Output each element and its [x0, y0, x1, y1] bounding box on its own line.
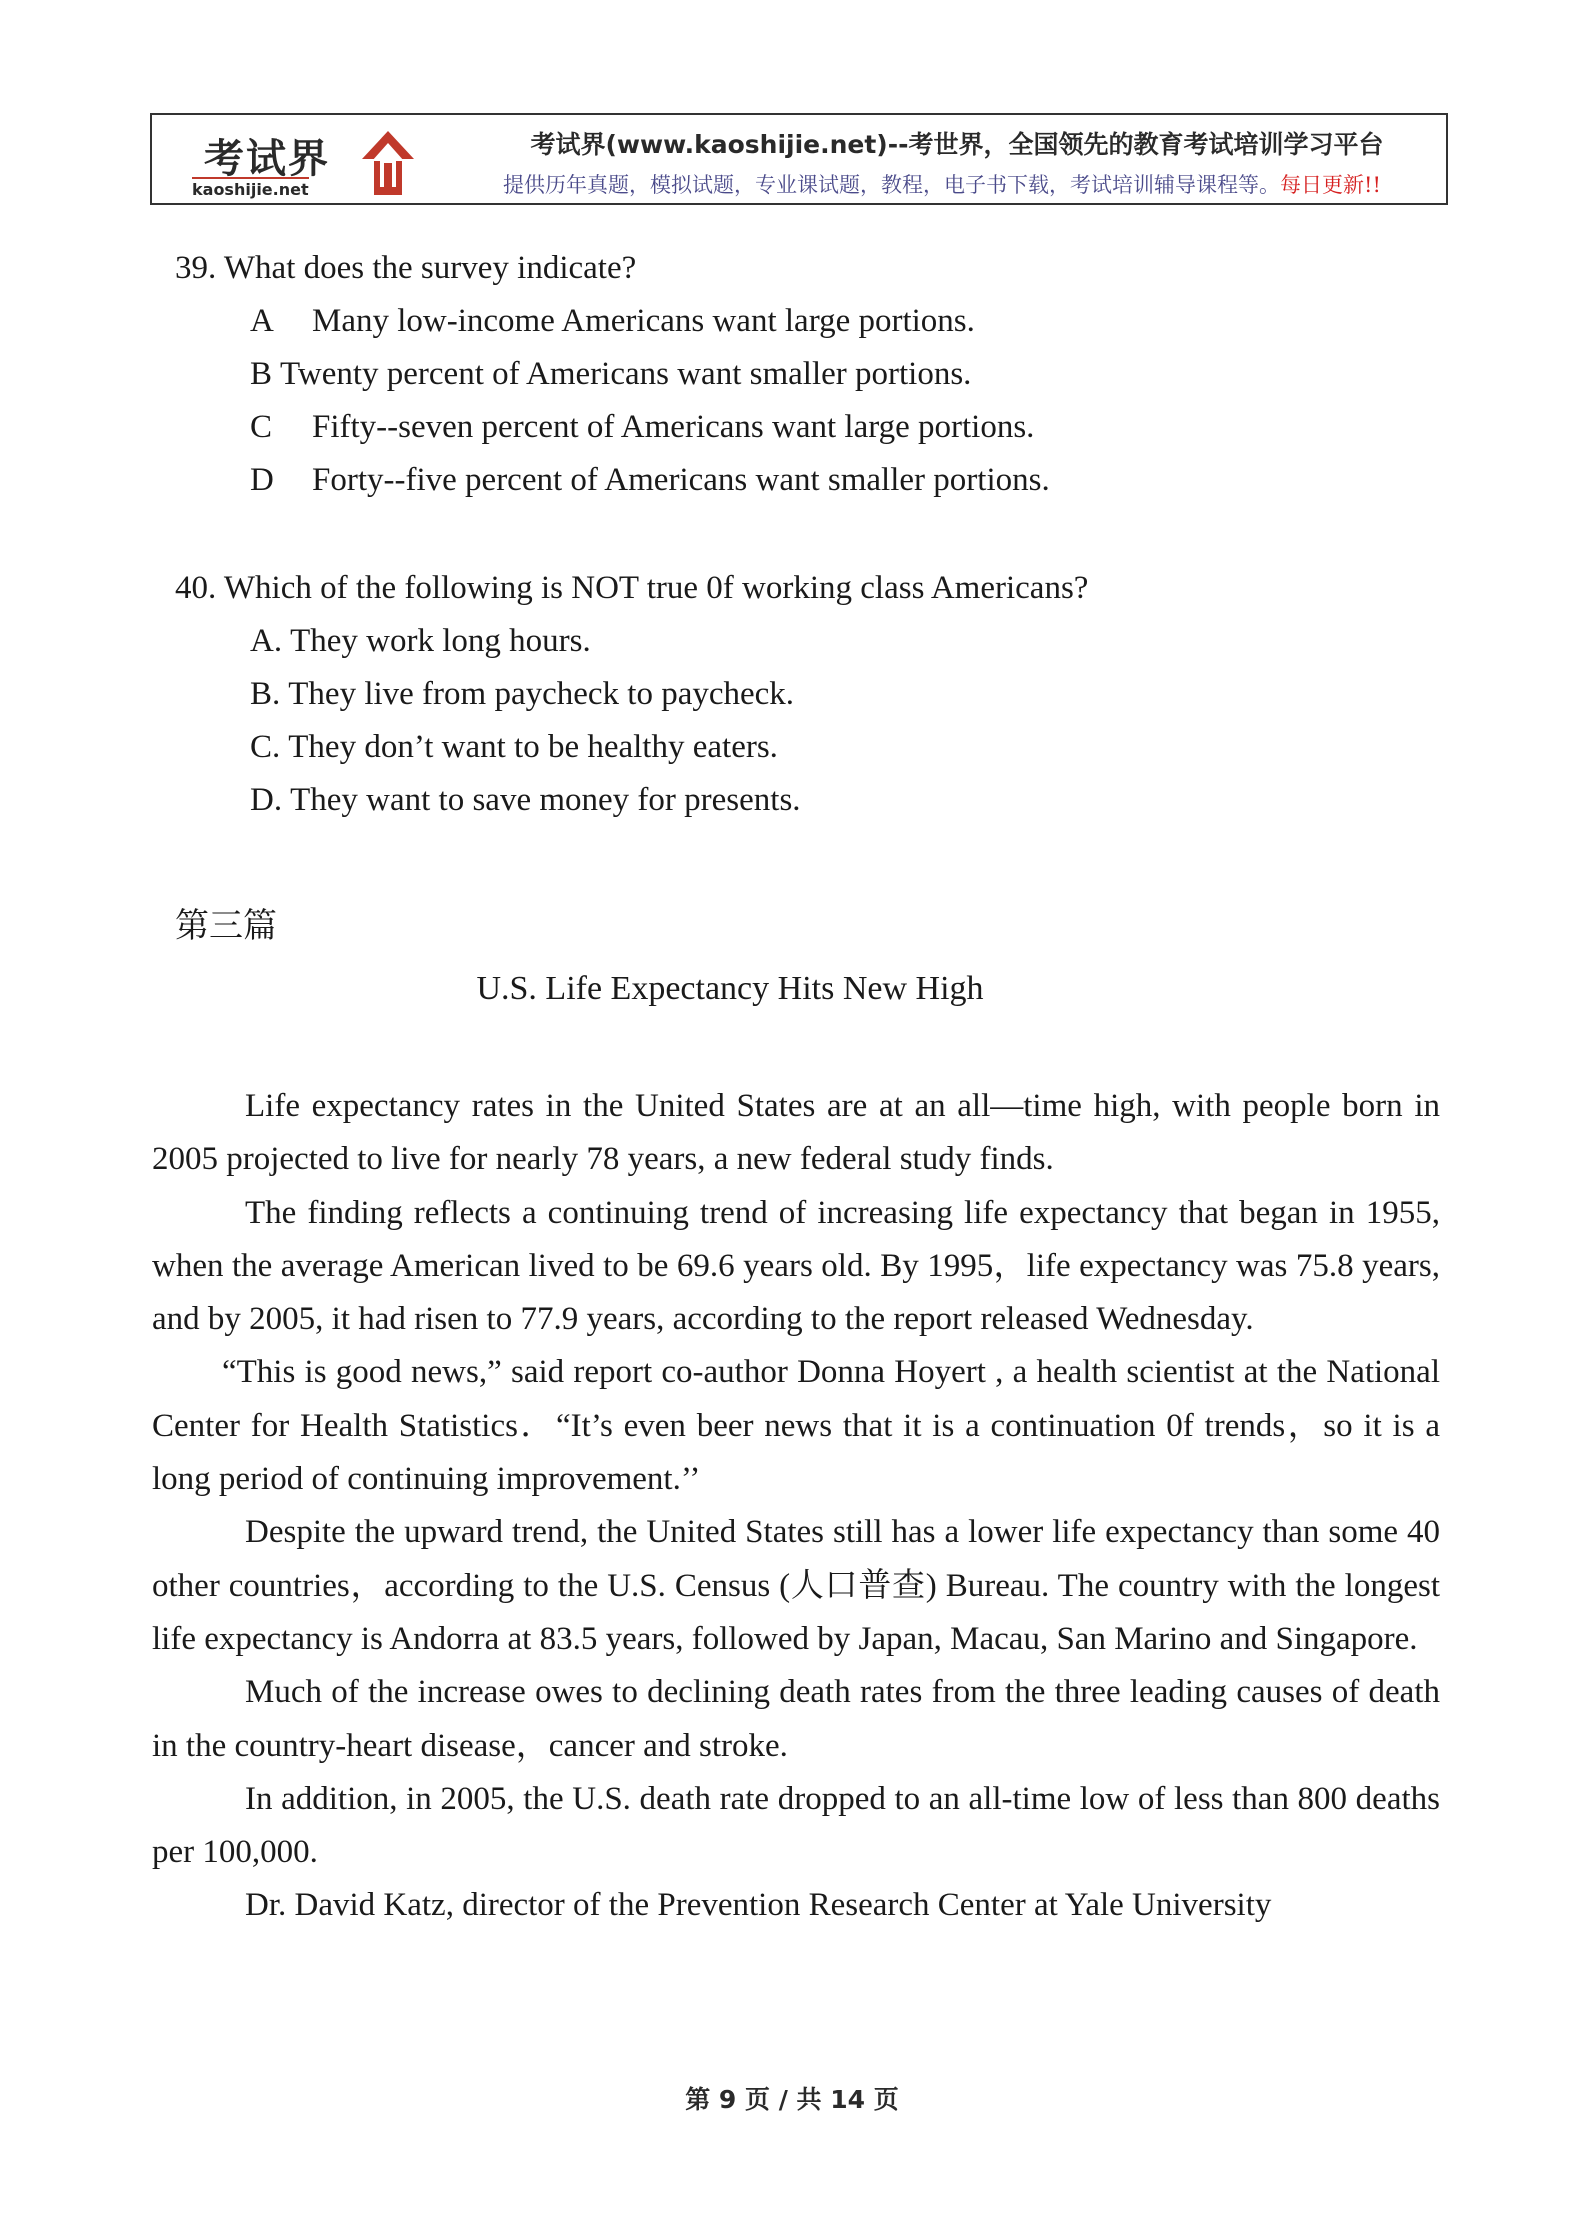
option-letter: C. — [250, 729, 281, 765]
option-letter: A — [250, 303, 274, 339]
page-number: 第 9 页 / 共 14 页 — [685, 2085, 899, 2114]
option-text: They work long hours. — [290, 623, 591, 659]
option-text: Twenty percent of Americans want smaller portions. — [280, 356, 972, 392]
option-letter: A. — [250, 623, 283, 659]
question-39-option-a — [250, 303, 975, 340]
option-text: Many low-income Americans want large portions. — [312, 303, 975, 339]
question-39-option-c — [250, 409, 1034, 446]
header-subtitle-highlight: 每日更新!! — [1280, 173, 1381, 197]
header-tagline: 考试界(www.kaoshijie.net)--考世界，全国领先的教育考试培训学习平台 — [530, 130, 1384, 159]
article-paragraph: “This is good news,” said report co-author Donna Hoyert , a health scientist at the National Center for Health Statistics．“It’s even beer news that it is a continuation 0f trends，so it is a long period of continuing improvement.’’ — [152, 1354, 1440, 1498]
article-paragraph: Life expectancy rates in the United States are at an all—time high, with people born in 2005 projected to live for nearly 78 years, a new federal study finds. — [152, 1088, 1440, 1178]
site-logo[interactable] — [192, 123, 392, 199]
header-banner — [150, 113, 1448, 205]
question-40-option-a — [250, 623, 591, 660]
house-arrow-icon — [360, 129, 416, 197]
option-text: They don’t want to be healthy eaters. — [288, 729, 778, 765]
option-letter: B — [250, 356, 273, 392]
question-39-option-d — [250, 462, 1050, 499]
logo-english-text: kaoshijie.net — [192, 177, 309, 199]
option-letter: D. — [250, 782, 283, 818]
article-body — [152, 1080, 1440, 1933]
section-label: 第三篇 — [175, 906, 277, 946]
option-text: They want to save money for presents. — [290, 782, 801, 818]
option-letter: C — [250, 409, 273, 445]
option-text: Forty--five percent of Americans want smaller portions. — [312, 462, 1050, 498]
article-paragraph: Dr. David Katz, director of the Prevention Research Center at Yale University — [245, 1887, 1272, 1924]
article-paragraph: In addition, in 2005, the U.S. death rate dropped to an all-time low of less than 800 deaths per 100,000. — [152, 1780, 1440, 1871]
question-40-stem: 40. Which of the following is NOT true 0f working class Americans? — [175, 570, 1089, 606]
article-title: U.S. Life Expectancy Hits New High — [476, 970, 984, 1007]
option-letter: B. — [250, 676, 281, 712]
option-letter: D — [250, 462, 274, 498]
option-text: Fifty--seven percent of Americans want large portions. — [312, 409, 1035, 445]
question-40-option-c — [250, 729, 778, 766]
article-paragraph: Much of the increase owes to declining death rates from the three leading causes of death in the country-heart disease，cancer and stroke. — [152, 1674, 1440, 1764]
article-paragraph: Despite the upward trend, the United States still has a lower life expectancy than some 40 other countries，according to the U.S. Census (人口普查) Bureau. The country with the longest life expectancy is Andorra at 83.5 years, followed by Japan, Macau, San Marino and Singapore. — [152, 1514, 1440, 1657]
question-40-option-b — [250, 676, 794, 713]
question-40-option-d — [250, 782, 801, 819]
question-39-stem: 39. What does the survey indicate? — [175, 250, 637, 286]
logo-chinese-text: 考试界 — [204, 135, 330, 182]
option-text: They live from paycheck to paycheck. — [288, 676, 795, 712]
header-subtitle-main: 提供历年真题，模拟试题，专业课试题，教程，电子书下载，考试培训辅导课程等。 — [503, 173, 1281, 197]
question-39-option-b — [250, 356, 971, 393]
article-paragraph: The finding reflects a continuing trend of increasing life expectancy that began in 1955, when the average American lived to be 69.6 years old. By 1995，life expectancy was 75.8 years, and by 2005, it had risen to 77.9 years, according to the report released Wednesday. — [152, 1194, 1440, 1338]
header-subtitle — [442, 169, 1442, 199]
